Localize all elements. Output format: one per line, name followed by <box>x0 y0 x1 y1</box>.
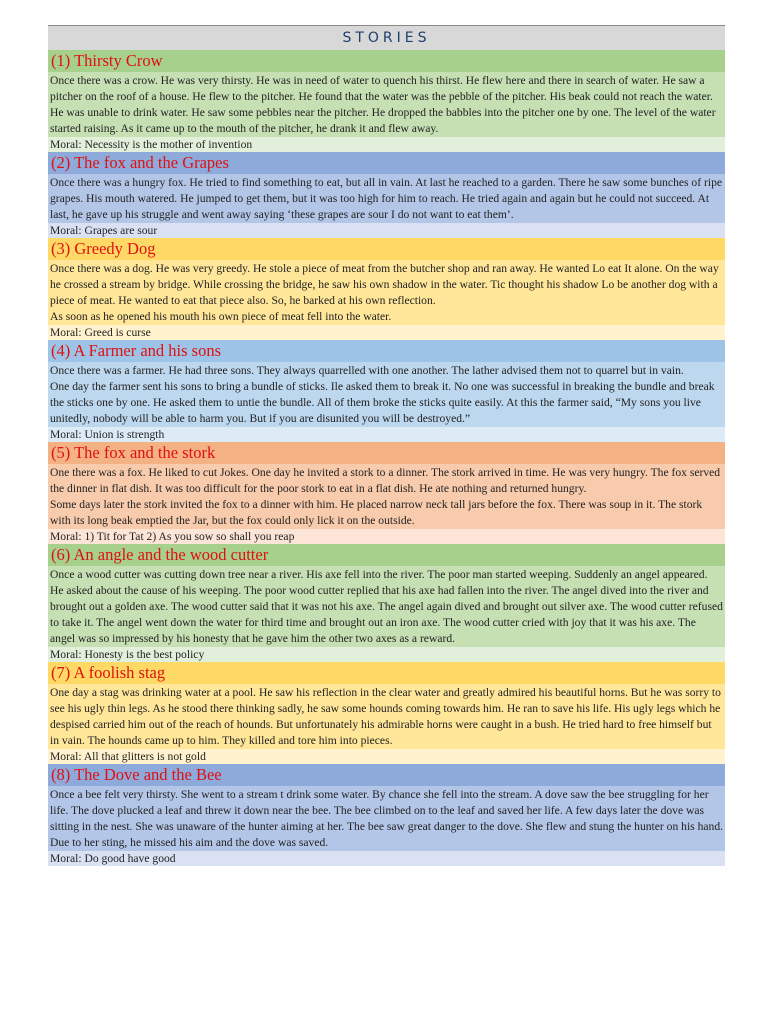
story-body <box>48 684 725 749</box>
stories-document <box>48 25 725 866</box>
story-title: (7) A foolish stag <box>48 662 725 684</box>
story-moral: Moral: Necessity is the mother of invention <box>48 137 725 152</box>
story-paragraph: Once a bee felt very thirsty. She went to a stream t drink some water. By chance she fell into the stream. A dove saw the bee struggling for her life. The dove plucked a leaf and threw it down near the bee. The bee climbed on to the leaf and saved her life. A few days later the dove was sitting in the nest. She was unaware of the hunter aiming at her. The bee saw great danger to the dove. She flew and stung the hunter on his hand. Due to her sting, he missed his aim and the dove was saved. <box>50 788 724 849</box>
story-title: (2) The fox and the Grapes <box>48 152 725 174</box>
story-paragraph: Once there was a dog. He was very greedy. He stole a piece of meat from the butcher shop and ran away. He wanted Lo eat It alone. On the way he crossed a stream by bridge. While crossing the bridge, he saw his own shadow in the water. Tic thought his shadow Lo be another dog with a piece of meat. He wanted to eat that piece also. So, he barked at his own reflection. <box>50 262 719 307</box>
story-body <box>48 362 725 427</box>
story-thirsty-crow <box>48 50 725 152</box>
story-fox-and-stork <box>48 442 725 544</box>
story-moral: Moral: Union is strength <box>48 427 725 442</box>
story-paragraph: Some days later the stork invited the fox to a dinner with him. He placed narrow neck tall jars before the fox. There was soup in it. The stork with its long beak emptied the Jar, but the fox could only lick it on the outside. <box>50 498 703 527</box>
story-paragraph: Once a wood cutter was cutting down tree near a river. His axe fell into the river. The poor man started weeping. Suddenly an angel appeared. He asked about the cause of his weeping. The poor wood cutter replied that his axe had fallen into the river. The angel dived into the river and brought out a golden axe. The wood cutter said that it was not his axe. The angel again dived and brought out silver axe. The wood cutter refused to take it. The angel went down the water for third time and brought out an iron axe. The wood cutter cried with joy that it was his axe. The angel was so impressed by his honesty that he gave him the other two axes as a reward. <box>50 568 723 645</box>
story-moral: Moral: 1) Tit for Tat 2) As you sow so shall you reap <box>48 529 725 544</box>
story-title: (1) Thirsty Crow <box>48 50 725 72</box>
story-foolish-stag <box>48 662 725 764</box>
story-title: (3) Greedy Dog <box>48 238 725 260</box>
page-title: STORIES <box>48 25 725 50</box>
story-fox-and-grapes <box>48 152 725 238</box>
story-paragraph: One day the farmer sent his sons to bring a bundle of sticks. Ile asked them to break it. No one was successful in breaking the bundle and break the sticks one by one. He asked them to untie the bundle. All of them broke the sticks quite easily. At this the farmer said, “My sons you live unitedly, nobody will be able to harm you. But if you are disunited you will be destroyed.” <box>50 380 715 425</box>
story-body <box>48 566 725 647</box>
story-body <box>48 72 725 137</box>
story-moral: Moral: All that glitters is not gold <box>48 749 725 764</box>
story-angel-and-wood-cutter <box>48 544 725 662</box>
story-moral: Moral: Greed is curse <box>48 325 725 340</box>
story-paragraph: Once there was a crow. He was very thirsty. He was in need of water to quench his thirst. He flew here and there in search of water. He saw a pitcher on the roof of a house. He flew to the pitcher. He found that the water was the pebble of the pitcher. His beak could not reach the water. He was unable to drink water. He saw some pebbles near the pitcher. He dropped the babbles into the pitcher one by one. The level of the water started raising. As it came up to the mouth of the pitcher, he drank it and flew away. <box>50 74 716 135</box>
story-moral: Moral: Grapes are sour <box>48 223 725 238</box>
story-title: (6) An angle and the wood cutter <box>48 544 725 566</box>
story-title: (8) The Dove and the Bee <box>48 764 725 786</box>
story-moral: Moral: Do good have good <box>48 851 725 866</box>
story-moral: Moral: Honesty is the best policy <box>48 647 725 662</box>
story-paragraph: As soon as he opened his mouth his own piece of meat fell into the water. <box>50 310 392 323</box>
story-dove-and-bee <box>48 764 725 866</box>
story-body <box>48 174 725 223</box>
story-paragraph: Once there was a hungry fox. He tried to find something to eat, but all in vain. At last he reached to a garden. There he saw some bunches of ripe grapes. His mouth watered. He jumped to get them, but it was too high for him to reach. He tried again and again but he could not succeed. At last, he gave up his struggle and went away saying ‘these grapes are sour I do not want to eat them’. <box>50 176 723 221</box>
story-paragraph: Once there was a farmer. He had three sons. They always quarrelled with one another. The lather advised them not to quarrel but in vain. <box>50 364 684 377</box>
story-farmer-and-sons <box>48 340 725 442</box>
story-body <box>48 786 725 851</box>
story-paragraph: One there was a fox. He liked to cut Jokes. One day he invited a stork to a dinner. The stork arrived in time. He was very hungry. The fox served the dinner in flat dish. It was too difficult for the poor stork to eat in a flat dish. He ate nothing and returned hungry. <box>50 466 721 495</box>
story-title: (5) The fox and the stork <box>48 442 725 464</box>
story-title: (4) A Farmer and his sons <box>48 340 725 362</box>
story-body <box>48 260 725 325</box>
story-paragraph: One day a stag was drinking water at a pool. He saw his reflection in the clear water and greatly admired his beautiful horns. But he was sorry to see his ugly thin legs. As he stood there thinking sadly, he saw some hounds coming towards him. He ran to save his life. His ugly legs which he despised carried him out of the reach of hounds. But unfortunately his admirable horns were caught in a bush. He tried hard to free himself but in vain. The hounds came up to him. They killed and tore him into pieces. <box>50 686 721 747</box>
story-greedy-dog <box>48 238 725 340</box>
story-body <box>48 464 725 529</box>
